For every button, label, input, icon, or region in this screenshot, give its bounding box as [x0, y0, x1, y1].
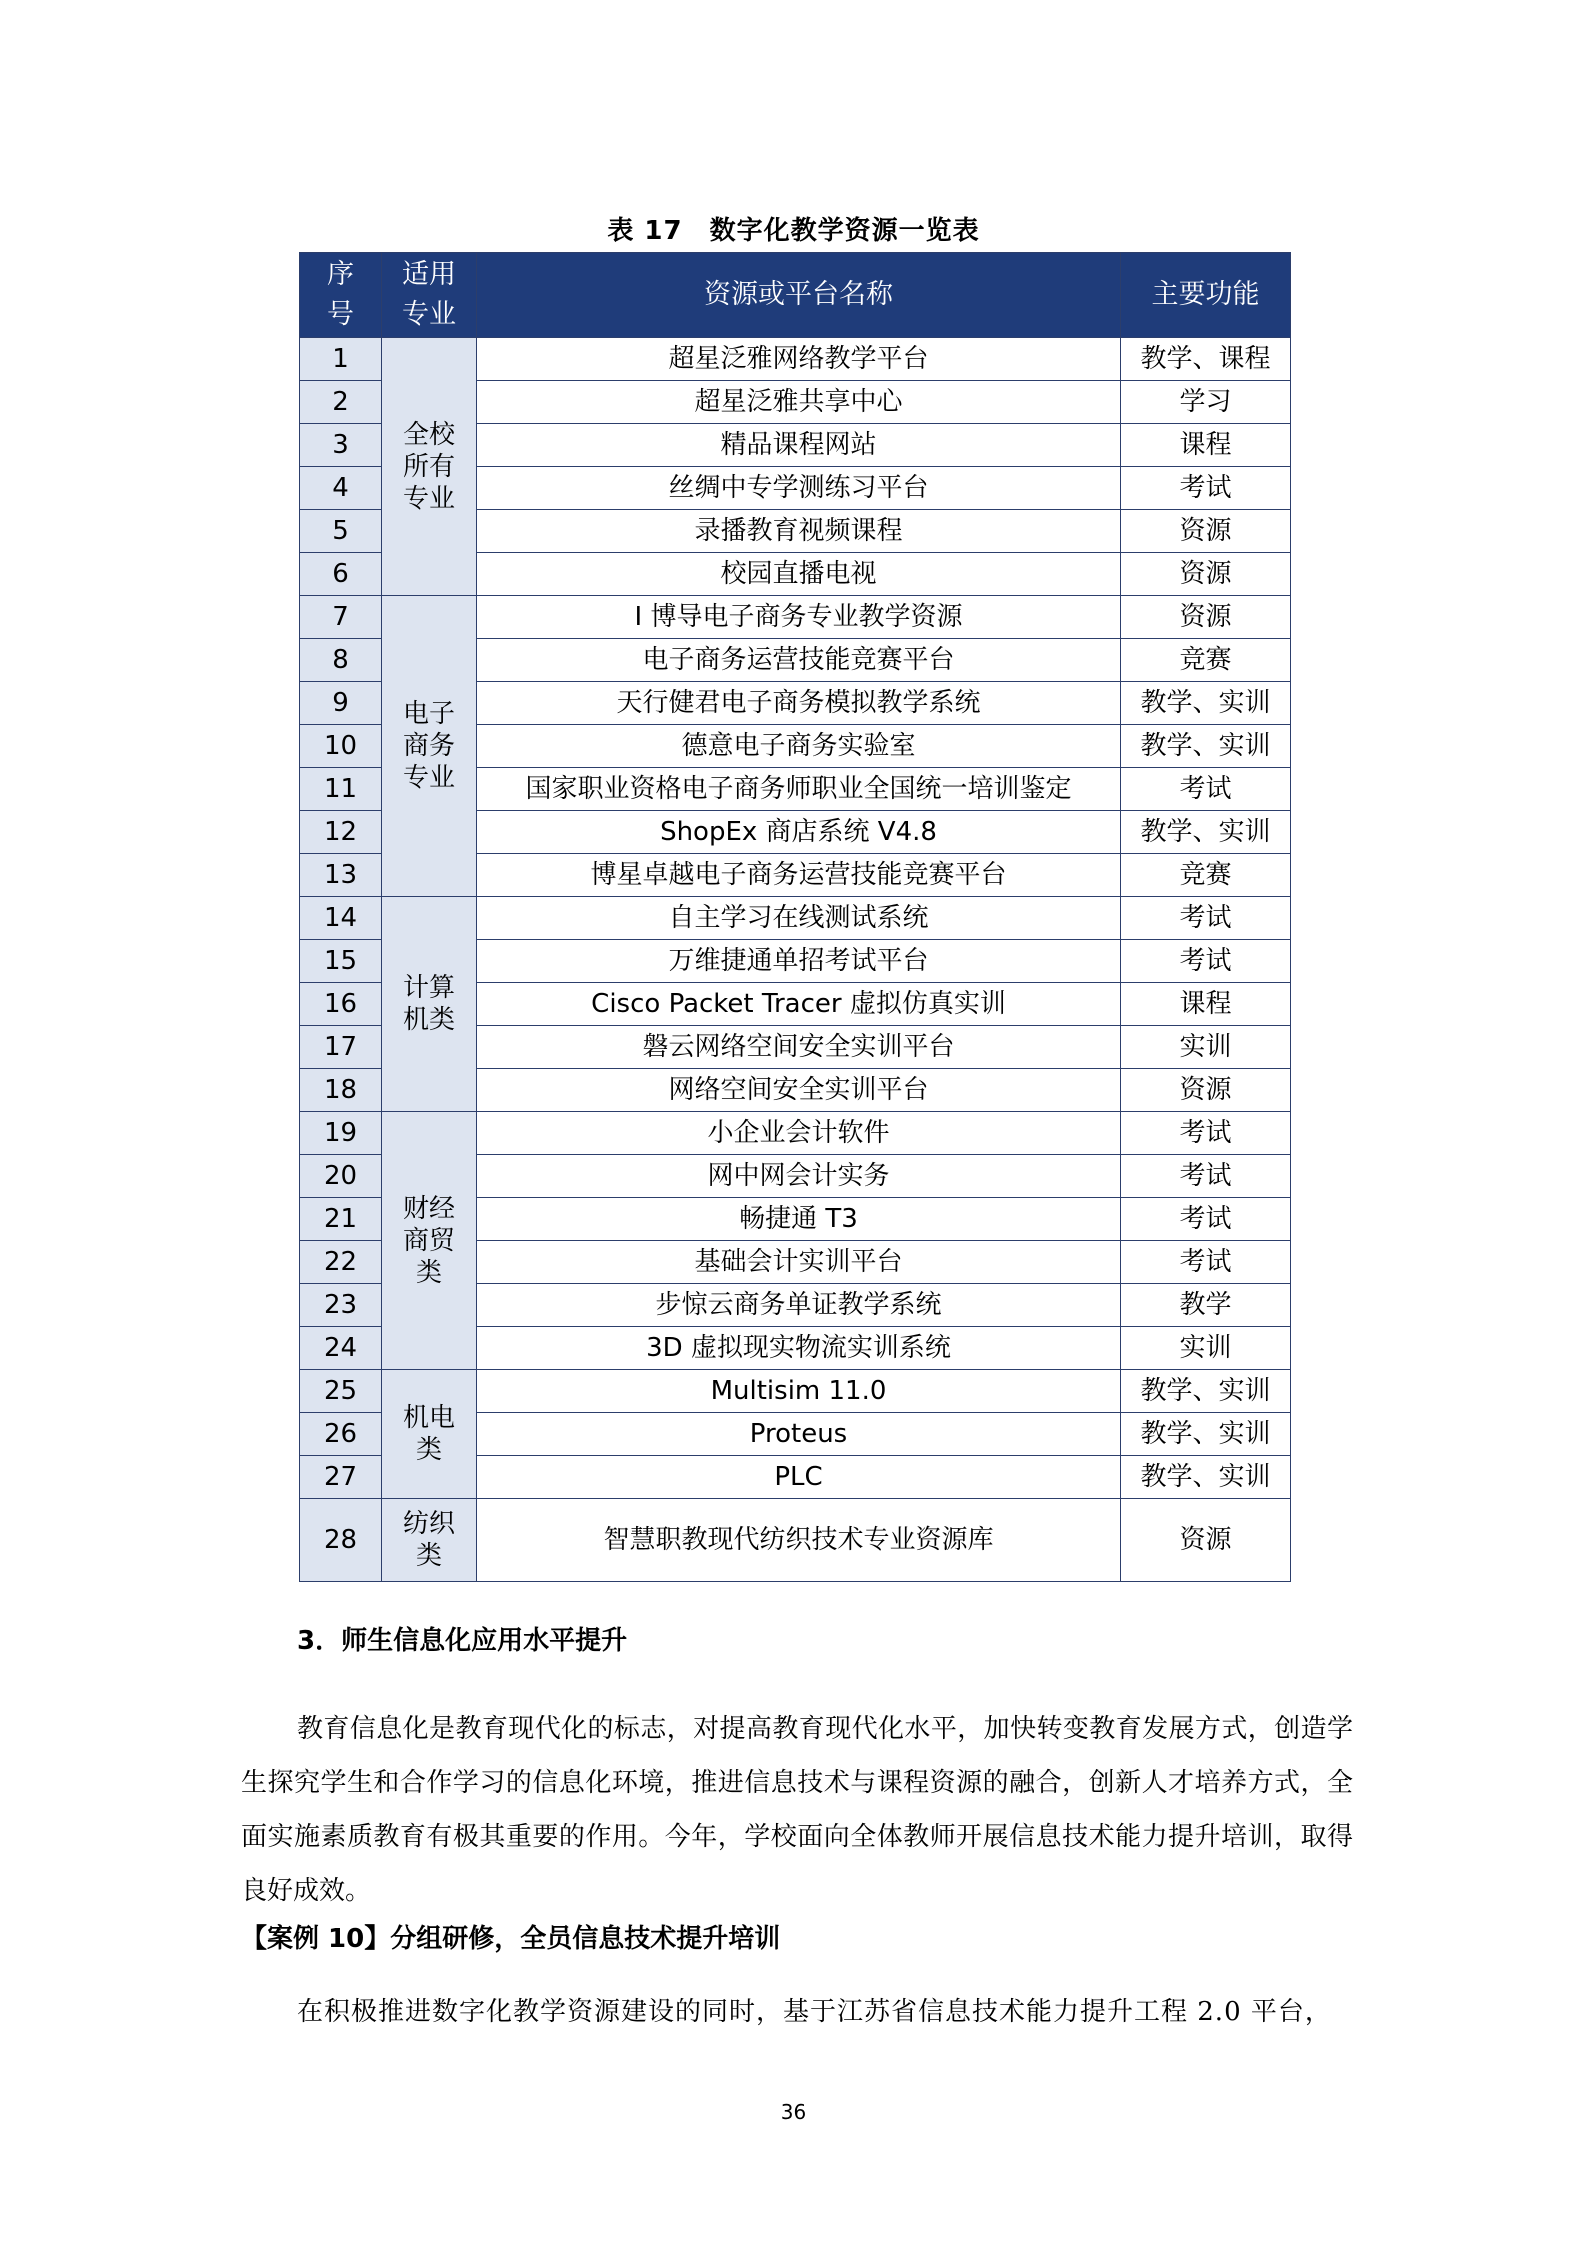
- main-function: 实训: [1121, 1026, 1291, 1069]
- major-group-cell: 财经 商贸 类: [382, 1112, 477, 1370]
- resource-name: 自主学习在线测试系统: [477, 897, 1121, 940]
- body-paragraph: 教育信息化是教育现代化的标志，对提高教育现代化水平，加快转变教育发展方式，创造学生探究学生和合作学习的信息化环境，推进信息技术与课程资源的融合，创新人才培养方式，全面实施素质教育有极其重要的作用。今年，学校面向全体教师开展信息技术能力提升培训，取得良好成效。: [241, 1714, 1353, 1906]
- header-name: 资源或平台名称: [477, 253, 1121, 338]
- row-index: 15: [300, 940, 382, 983]
- resource-name: 万维捷通单招考试平台: [477, 940, 1121, 983]
- resource-table: [299, 252, 1291, 1582]
- main-function: 学习: [1121, 381, 1291, 424]
- main-function: 教学、课程: [1121, 338, 1291, 381]
- main-function: 竞赛: [1121, 854, 1291, 897]
- main-function: 竞赛: [1121, 639, 1291, 682]
- section-heading: 3．师生信息化应用水平提升: [297, 1626, 628, 1656]
- major-group-cell: 纺织 类: [382, 1499, 477, 1582]
- major-group-cell: 全校 所有 专业: [382, 338, 477, 596]
- resource-name: Proteus: [477, 1413, 1121, 1456]
- row-index: 26: [300, 1413, 382, 1456]
- table-row: [300, 1370, 1291, 1413]
- row-index: 19: [300, 1112, 382, 1155]
- main-function: 资源: [1121, 1069, 1291, 1112]
- row-index: 9: [300, 682, 382, 725]
- resource-name: 网络空间安全实训平台: [477, 1069, 1121, 1112]
- resource-name: 录播教育视频课程: [477, 510, 1121, 553]
- row-index: 21: [300, 1198, 382, 1241]
- table-header: [300, 253, 1291, 338]
- row-index: 16: [300, 983, 382, 1026]
- resource-name: ShopEx 商店系统 V4.8: [477, 811, 1121, 854]
- main-function: 资源: [1121, 553, 1291, 596]
- table-row: [300, 897, 1291, 940]
- row-index: 17: [300, 1026, 382, 1069]
- main-function: 资源: [1121, 596, 1291, 639]
- row-index: 10: [300, 725, 382, 768]
- table-row: [300, 1499, 1291, 1582]
- main-function: 考试: [1121, 467, 1291, 510]
- row-index: 6: [300, 553, 382, 596]
- row-index: 24: [300, 1327, 382, 1370]
- main-function: 实训: [1121, 1327, 1291, 1370]
- resource-name: 智慧职教现代纺织技术专业资源库: [477, 1499, 1121, 1582]
- page-number: 36: [780, 2100, 807, 2124]
- row-index: 25: [300, 1370, 382, 1413]
- resource-name: 超星泛雅共享中心: [477, 381, 1121, 424]
- resource-name: 校园直播电视: [477, 553, 1121, 596]
- major-group-cell: 电子 商务 专业: [382, 596, 477, 897]
- main-function: 教学、实训: [1121, 1370, 1291, 1413]
- resource-name: 德意电子商务实验室: [477, 725, 1121, 768]
- row-index: 3: [300, 424, 382, 467]
- main-function: 资源: [1121, 1499, 1291, 1582]
- major-group-cell: 计算 机类: [382, 897, 477, 1112]
- row-index: 2: [300, 381, 382, 424]
- resource-name: 网中网会计实务: [477, 1155, 1121, 1198]
- table-body: [300, 338, 1291, 1582]
- row-index: 20: [300, 1155, 382, 1198]
- main-function: 考试: [1121, 1198, 1291, 1241]
- header-function: 主要功能: [1121, 253, 1291, 338]
- main-function: 考试: [1121, 1241, 1291, 1284]
- table-caption: 表 17 数字化教学资源一览表: [607, 216, 980, 246]
- row-index: 5: [300, 510, 382, 553]
- resource-name: 3D 虚拟现实物流实训系统: [477, 1327, 1121, 1370]
- resource-name: 博星卓越电子商务运营技能竞赛平台: [477, 854, 1121, 897]
- row-index: 28: [300, 1499, 382, 1582]
- row-index: 1: [300, 338, 382, 381]
- row-index: 14: [300, 897, 382, 940]
- resource-name: 步惊云商务单证教学系统: [477, 1284, 1121, 1327]
- resource-name: I 博导电子商务专业教学资源: [477, 596, 1121, 639]
- main-function: 教学、实训: [1121, 682, 1291, 725]
- resource-name: Cisco Packet Tracer 虚拟仿真实训: [477, 983, 1121, 1026]
- resource-name: 丝绸中专学测练习平台: [477, 467, 1121, 510]
- resource-name: 超星泛雅网络教学平台: [477, 338, 1121, 381]
- main-function: 教学、实训: [1121, 1413, 1291, 1456]
- header-major: 适用 专业: [382, 253, 477, 338]
- main-function: 考试: [1121, 897, 1291, 940]
- row-index: 18: [300, 1069, 382, 1112]
- main-function: 考试: [1121, 1155, 1291, 1198]
- row-index: 22: [300, 1241, 382, 1284]
- resource-name: 国家职业资格电子商务师职业全国统一培训鉴定: [477, 768, 1121, 811]
- main-function: 考试: [1121, 768, 1291, 811]
- main-function: 教学、实训: [1121, 1456, 1291, 1499]
- header-index: 序 号: [300, 253, 382, 338]
- major-group-cell: 机电 类: [382, 1370, 477, 1499]
- row-index: 23: [300, 1284, 382, 1327]
- resource-name: 基础会计实训平台: [477, 1241, 1121, 1284]
- resource-name: 畅捷通 T3: [477, 1198, 1121, 1241]
- resource-name: 精品课程网站: [477, 424, 1121, 467]
- row-index: 4: [300, 467, 382, 510]
- resource-name: 磐云网络空间安全实训平台: [477, 1026, 1121, 1069]
- case-heading: 【案例 10】分组研修，全员信息技术提升培训: [241, 1924, 781, 1954]
- resource-name: PLC: [477, 1456, 1121, 1499]
- main-function: 考试: [1121, 940, 1291, 983]
- main-function: 教学、实训: [1121, 811, 1291, 854]
- main-function: 课程: [1121, 424, 1291, 467]
- body-paragraph-2: 在积极推进数字化教学资源建设的同时，基于江苏省信息技术能力提升工程 2.0 平台，: [297, 1997, 1332, 2027]
- row-index: 12: [300, 811, 382, 854]
- row-index: 13: [300, 854, 382, 897]
- table-row: [300, 1112, 1291, 1155]
- row-index: 27: [300, 1456, 382, 1499]
- row-index: 7: [300, 596, 382, 639]
- row-index: 11: [300, 768, 382, 811]
- main-function: 教学、实训: [1121, 725, 1291, 768]
- main-function: 资源: [1121, 510, 1291, 553]
- main-function: 课程: [1121, 983, 1291, 1026]
- table-row: [300, 596, 1291, 639]
- main-function: 教学: [1121, 1284, 1291, 1327]
- row-index: 8: [300, 639, 382, 682]
- resource-name: 小企业会计软件: [477, 1112, 1121, 1155]
- resource-name: 天行健君电子商务模拟教学系统: [477, 682, 1121, 725]
- table-row: [300, 338, 1291, 381]
- main-function: 考试: [1121, 1112, 1291, 1155]
- resource-name: 电子商务运营技能竞赛平台: [477, 639, 1121, 682]
- resource-name: Multisim 11.0: [477, 1370, 1121, 1413]
